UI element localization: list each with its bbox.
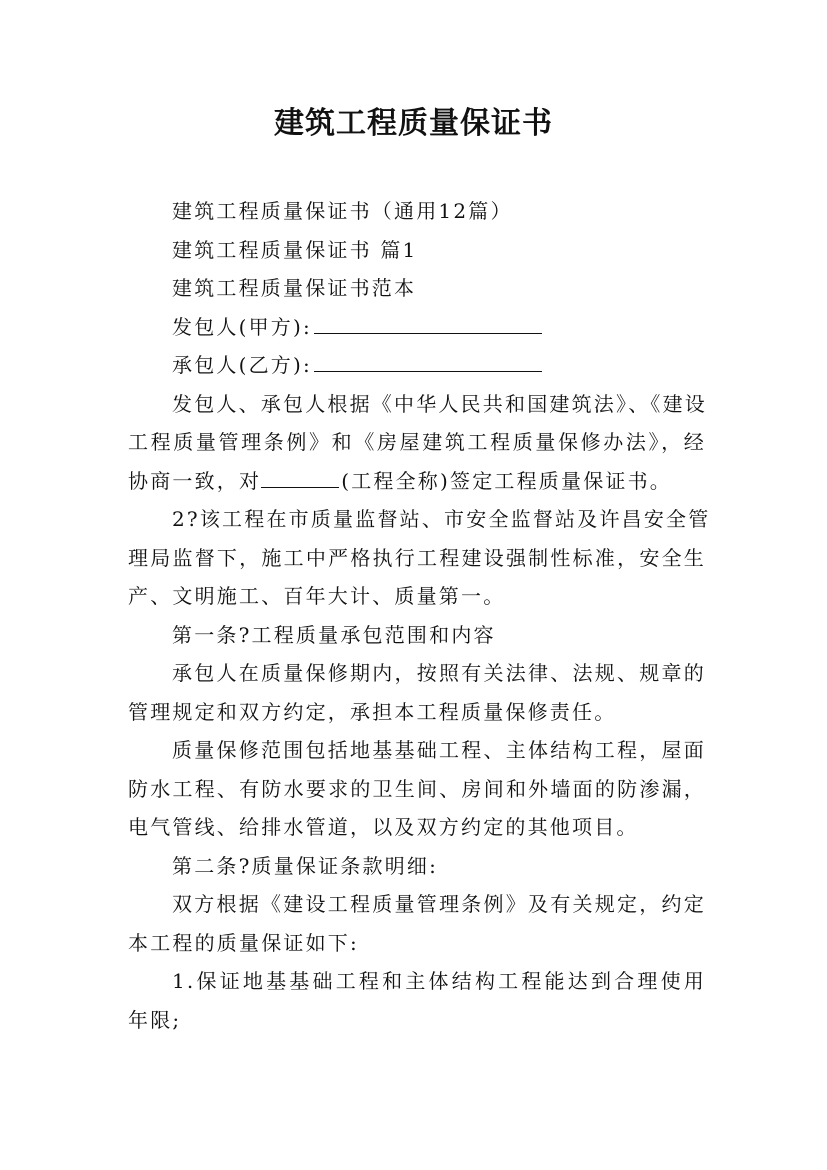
paragraph-line: 电气管线、给排水管道，以及双方约定的其他项目。 <box>128 815 639 839</box>
list-item: 1.保证地基基础工程和主体结构工程能达到合理使用 <box>172 969 706 993</box>
section-heading: 建筑工程质量保证书 篇1 <box>172 237 418 262</box>
project-name-blank <box>261 463 339 488</box>
party-b-label: 承包人(乙方): <box>172 353 312 377</box>
paragraph-line: 双方根据《建设工程质量管理条例》及有关规定，约定 <box>172 892 706 916</box>
paragraph-line <box>128 462 706 501</box>
paragraph-line: 质量保修范围包括地基基础工程、主体结构工程，屋面 <box>172 738 706 762</box>
paragraph-line: 防水工程、有防水要求的卫生间、房间和外墙面的防渗漏， <box>128 776 706 801</box>
paragraph-line: 2?该工程在市质量监督站、市安全监督站及许昌安全管 <box>172 507 711 531</box>
paragraph-line: 发包人、承包人根据《中华人民共和国建筑法》、《建设 <box>172 391 707 416</box>
paragraph-line: 本工程的质量保证如下: <box>128 930 359 955</box>
article-heading: 第二条?质量保证条款明细: <box>172 853 439 878</box>
paragraph-line: 理局监督下，施工中严格执行工程建设强制性标准，安全生 <box>128 545 706 570</box>
party-a-blank <box>314 309 542 334</box>
party-a-label: 发包人(甲方): <box>172 314 312 339</box>
paragraph-line: 工程质量管理条例》和《房屋建筑工程质量保修办法》，经 <box>128 430 706 454</box>
template-heading: 建筑工程质量保证书范本 <box>172 276 417 300</box>
paragraph-line: 承包人在质量保修期内，按照有关法律、法规、规章的 <box>172 661 706 685</box>
list-item-continuation: 年限; <box>128 1007 182 1032</box>
project-name-suffix: (工程全称)签定工程质量保证书。 <box>341 468 673 493</box>
paragraph-line: 产、文明施工、百年大计、质量第一。 <box>128 584 506 608</box>
project-name-prefix: 协商一致，对 <box>128 468 262 493</box>
paragraph-line: 管理规定和双方约定，承担本工程质量保修责任。 <box>128 699 617 724</box>
document-title: 建筑工程质量保证书 <box>274 106 553 141</box>
party-b-blank <box>314 347 542 372</box>
document-body <box>128 192 711 1039</box>
party-a-line <box>128 308 706 347</box>
party-b-line <box>128 346 706 385</box>
article-heading: 第一条?工程质量承包范围和内容 <box>172 622 496 647</box>
subtitle-line: 建筑工程质量保证书（通用12篇） <box>172 199 513 223</box>
